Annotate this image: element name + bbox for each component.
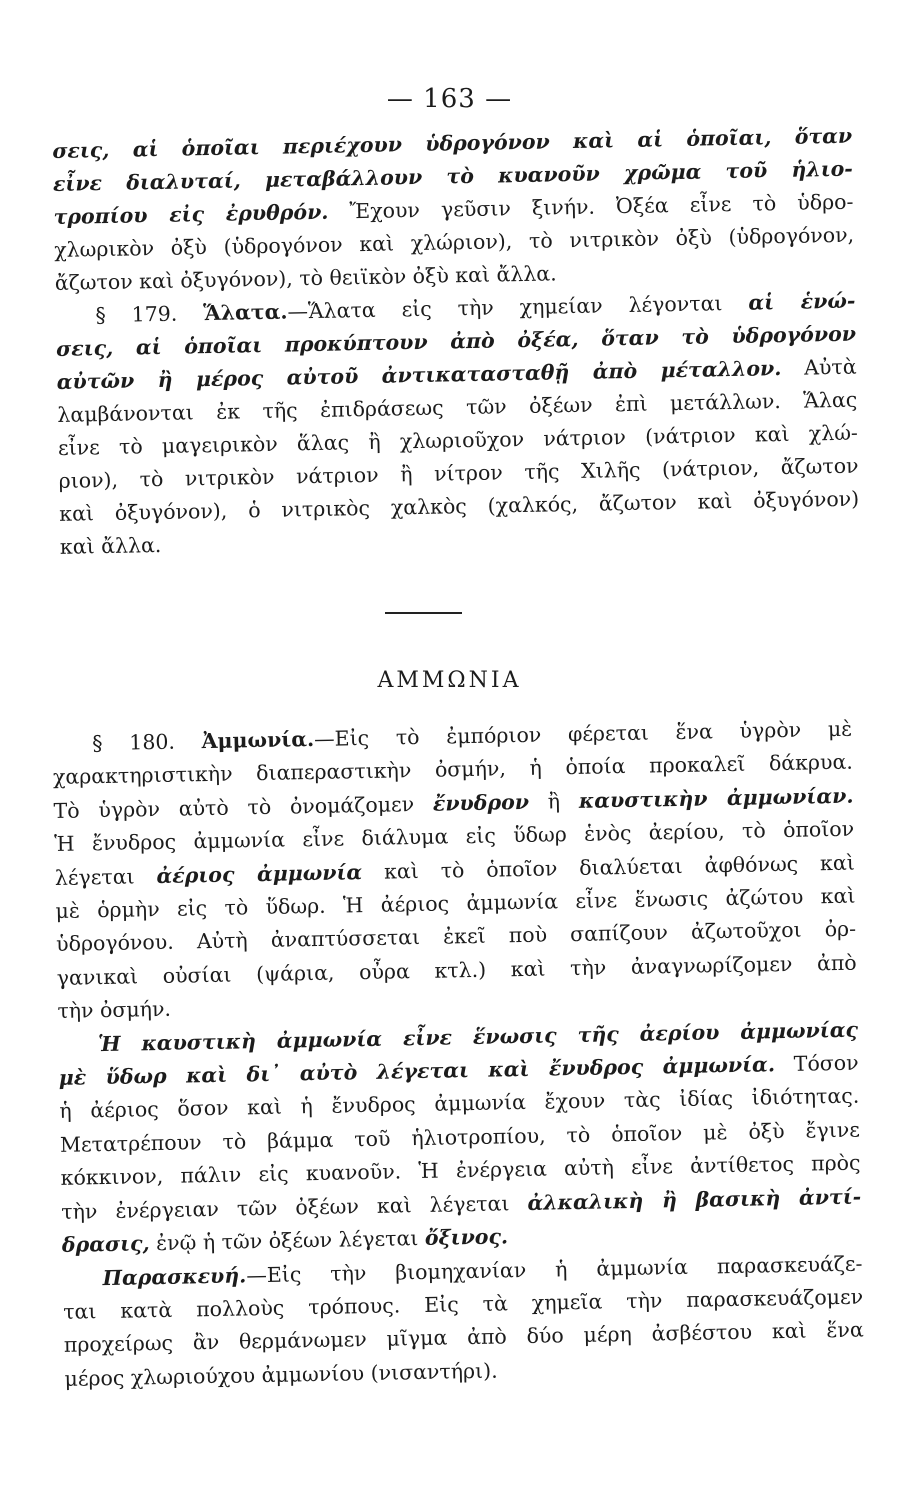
- emphasis-text: μὲ ὕδωρ καὶ δι᾽ αὐτὸ λέγεται καὶ ἔνυδρος ἀμμωνία.: [58, 1052, 776, 1090]
- emphasis-text: καυστικὴν ἀμμωνίαν.: [578, 783, 854, 813]
- body-text: προχείρως ἂν θερμάνωμεν μῖγμα ἀπὸ δύο μέρη ἀσβέστου καὶ ἕνα: [63, 1317, 864, 1358]
- section-number: § 179.: [95, 301, 204, 328]
- emphasis-text: ἀλκαλικὴ ἢ βασικὴ ἀντί-: [527, 1184, 862, 1215]
- body-text: —Εἰς τὴν βιομηχανίαν ἡ ἀμμωνία παρασκευάζε-: [246, 1251, 863, 1287]
- body-text: ἢ: [528, 788, 580, 814]
- body-text: ἡ ἀέριος ὅσον καὶ ἡ ἔνυδρος ἀμμωνία ἔχουν τὰς ἰδίας ἰδιότητας.: [59, 1084, 860, 1124]
- emphasis-text: αἱ ἑνώ-: [748, 288, 856, 315]
- body-text: Ἡ ἔνυδρος ἀμμωνία εἶνε διάλυμα εἰς ὕδωρ ἑνὸς ἀερίου, τὸ ὁποῖον: [54, 816, 855, 857]
- body-text: εἶνε τὸ μαγειρικὸν ἅλας ἢ χλωριοῦχον νάτριον (νάτριον καὶ χλώ-: [57, 420, 859, 460]
- body-text: Ἔχουν γεῦσιν ξινήν. Ὀξέα εἶνε τὸ ὑδρο-: [328, 189, 854, 224]
- body-text: ἄζωτον καὶ ὀξυγόνον), τὸ θειϊκὸν ὀξὺ καὶ ἄλλα.: [54, 261, 557, 295]
- body-text: ται κατὰ πολλοὺς τρόπους. Εἰς τὰ χημεῖα τὴν παρασκευάζομεν: [62, 1284, 864, 1324]
- body-text: Τόσον: [774, 1050, 859, 1077]
- body-text: κόκκινον, πάλιν εἰς κυανοῦν. Ἡ ἐνέργεια αὐτὴ εἶνε ἀντίθετος πρὸς: [60, 1150, 861, 1191]
- body-text: καὶ ἄλλα.: [59, 532, 162, 559]
- emphasis-text: τροπίου εἰς ἐρυθρόν.: [53, 199, 329, 229]
- body-text: μέρος χλωριούχου ἀμμωνίου (νισαντήρι).: [64, 1358, 498, 1391]
- emphasis-text: αὐτῶν ἢ μέρος αὐτοῦ ἀντικατασταθῇ ἀπὸ μέταλλον.: [56, 356, 782, 394]
- emphasis-text: ἔνυδρον: [432, 789, 530, 816]
- body-text: ἐνῷ ἡ τῶν ὀξέων λέγεται: [149, 1226, 426, 1256]
- body-text: ὑδρογόνου. Αὐτὴ ἀναπτύσσεται ἐκεῖ ποὺ σαπίζουν ἀζωτοῦχοι ὀρ-: [55, 917, 857, 957]
- body-text: Μετατρέπουν τὸ βάμμα τοῦ ἡλιοτροπίου, τὸ ὁποῖον μὲ ὀξὺ ἔγινε: [59, 1117, 861, 1157]
- section-heading: Ἅλατα.: [202, 299, 288, 326]
- body-text: χαρακτηριστικὴν διαπεραστικὴν ὀσμήν, ἡ ὁποία προκαλεῖ δάκρυα.: [52, 750, 854, 790]
- emphasis-text: Ἡ καυστικὴ ἀμμωνία εἶνε ἕνωσις τῆς ἀερίου ἀμμωνίας: [97, 1017, 859, 1056]
- body-text: γανικαὶ οὐσίαι (ψάρια, οὖρα κτλ.) καὶ τὴν ἀναγνωρίζομεν ἀπὸ: [56, 950, 857, 990]
- section-number: § 180.: [92, 729, 202, 756]
- body-text: Αὐτὰ: [781, 354, 857, 381]
- emphasis-text: ὄξινος.: [424, 1224, 509, 1251]
- body-text: μὲ ὁρμὴν εἰς τὸ ὕδωρ. Ἡ ἀέριος ἀμμωνία εἶνε ἕνωσις ἀζώτου καὶ: [55, 883, 856, 923]
- emphasis-text: σεις, αἱ ὁποῖαι προκύπτουν ἀπὸ ὀξέα, ὅταν τὸ ὑδρογόνον: [55, 321, 857, 361]
- body-text: —Ἅλατα εἰς τὴν χημείαν λέγονται: [287, 290, 749, 324]
- body-text: καὶ ὀξυγόνον), ὁ νιτρικὸς χαλκὸς (χαλκός, ἄζωτον καὶ ὀξυγόνον): [59, 486, 860, 526]
- paragraph-acids-salts: [52, 120, 860, 564]
- section-heading: Ἀμμωνία.: [201, 726, 315, 754]
- body-text: λέγεται: [54, 863, 157, 890]
- page-number: — 163 —: [386, 84, 513, 114]
- emphasis-text: Παρασκευή.: [102, 1262, 247, 1290]
- body-text: ριον), τὸ νιτρικὸν νάτριον ἢ νίτρον τῆς Χιλῆς (νάτριον, ἄζωτον: [58, 453, 859, 493]
- body-text: Τὸ ὑγρὸν αὐτὸ τὸ ὀνομάζομεν: [53, 791, 434, 823]
- emphasis-text: δρασις,: [61, 1231, 150, 1257]
- emphasis-text: εἶνε διαλυταί, μεταβάλλουν τὸ κυανοῦν χρῶμα τοῦ ἡλιο-: [52, 156, 854, 196]
- body-text: καὶ τὸ ὁποῖον διαλύεται ἀφθόνως καὶ: [361, 850, 855, 884]
- section-divider: [385, 612, 462, 614]
- section-title: ΑΜΜΩΝΙΑ: [377, 668, 522, 693]
- body-text: τὴν ἐνέργειαν τῶν ὀξέων καὶ λέγεται: [61, 1190, 528, 1224]
- paragraph-ammonia: [52, 713, 865, 1396]
- body-text: τὴν ὀσμήν.: [57, 997, 172, 1024]
- body-text: —Εἰς τὸ ἐμπόριον φέρεται ἕνα ὑγρὸν μὲ: [313, 716, 853, 751]
- emphasis-text: ἀέριος ἀμμωνία: [156, 859, 363, 888]
- body-text: λαμβάνονται ἐκ τῆς ἐπιδράσεως τῶν ὀξέων ἐπὶ μετάλλων. Ἅλας: [57, 387, 858, 427]
- emphasis-text: σεις, αἱ ὁποῖαι περιέχουν ὑδρογόνον καὶ αἱ ὁποῖαι, ὅταν: [52, 123, 853, 163]
- body-text: χλωρικὸν ὀξὺ (ὑδρογόνον καὶ χλώριον), τὸ νιτρικὸν ὀξὺ (ὑδρογόνον,: [53, 222, 855, 262]
